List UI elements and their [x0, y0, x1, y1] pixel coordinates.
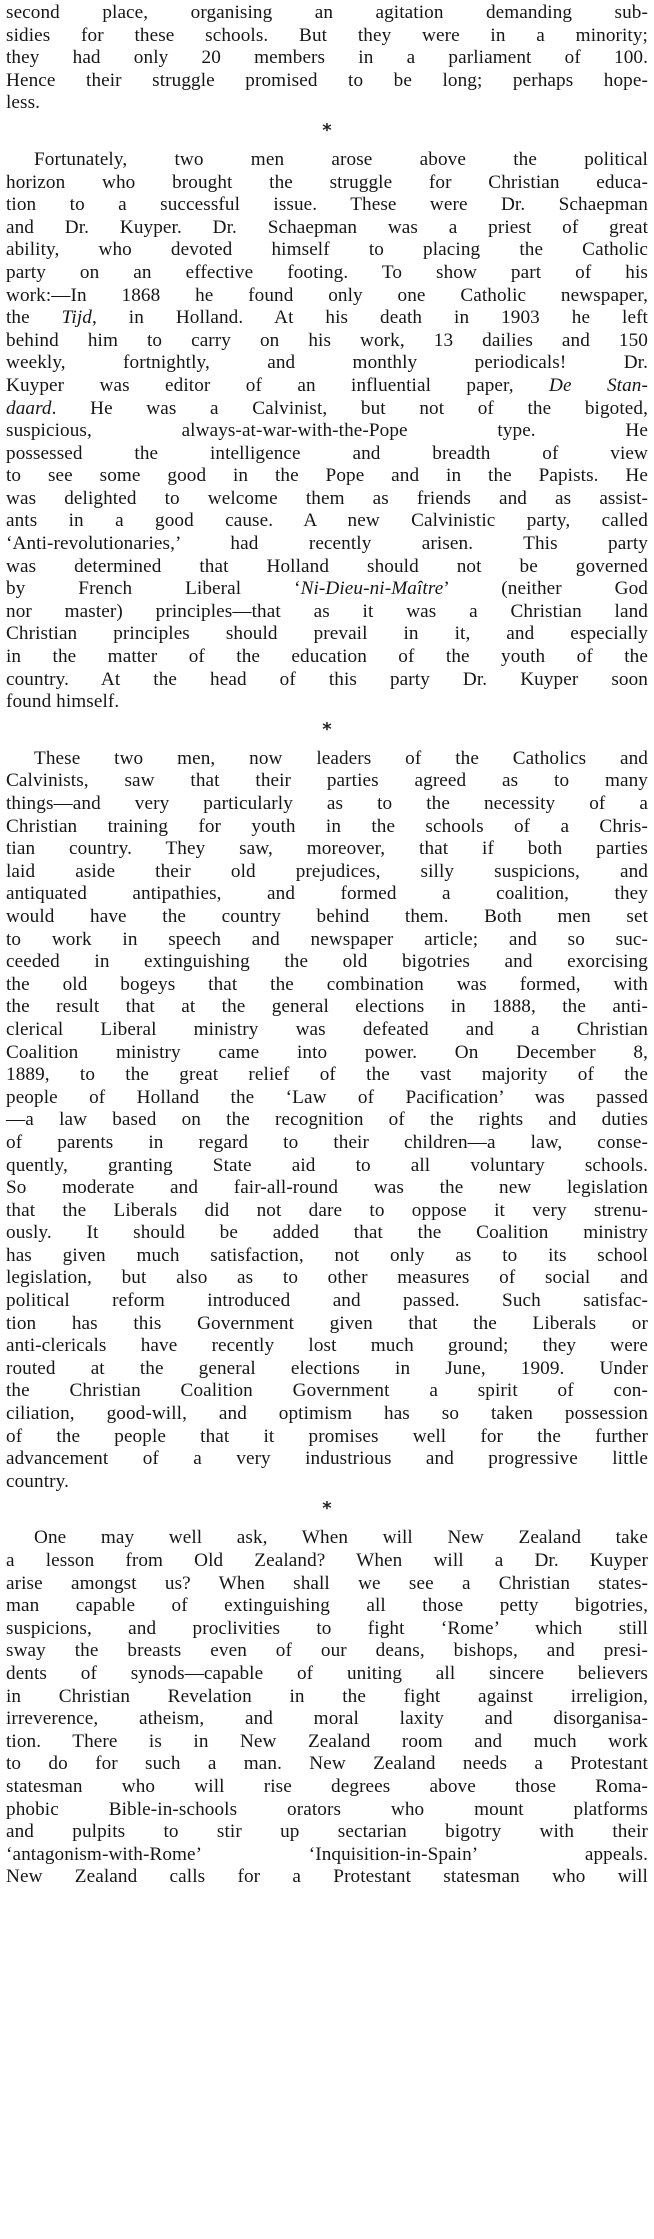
- text-line: by French Liberal ‘Ni-Dieu-ni-Maître’ (neither God: [6, 578, 648, 600]
- text-line: tion has this Government given that the Liberals or: [6, 1312, 648, 1334]
- text-line: dents of synods—capable of uniting all sincere believers: [6, 1662, 648, 1684]
- text-line: 1889, to the great relief of the vast majority of the: [6, 1064, 648, 1086]
- text-line: These two men, now leaders of the Catholics and: [34, 747, 648, 769]
- text-line: —a law based on the recognition of the rights and duties: [6, 1109, 648, 1131]
- text-line: the Tijd, in Holland. At his death in 1903 he left: [6, 307, 648, 329]
- text-line: tion to a successful issue. These were Dr. Schaepman: [6, 194, 648, 216]
- text-line: second place, organising an agitation demanding sub-: [6, 2, 648, 23]
- text-line: ‘antagonism-with-Rome’ ‘Inquisition-in-Spain’ appeals.: [6, 1843, 648, 1865]
- text-line: routed at the general elections in June, 1909. Under: [6, 1357, 648, 1379]
- text-line: they had only 20 members in a parliament of 100.: [6, 47, 648, 69]
- text-line: things—and very particularly as to the necessity of a: [6, 793, 648, 814]
- text-line: to do for such a man. New Zealand needs a Protestant: [6, 1753, 648, 1775]
- text-line: Christian training for youth in the schools of a Chris-: [6, 815, 648, 837]
- text-line: daard. He was a Calvinist, but not of the bigoted,: [6, 397, 648, 419]
- text-line: that the Liberals did not dare to oppose it very strenu-: [6, 1199, 648, 1221]
- text-line: of the people that it promises well for the further: [6, 1425, 648, 1447]
- text-line: the Christian Coalition Government a spirit of con-: [6, 1380, 648, 1402]
- text-line: nor master) principles—that as it was a Christian land: [6, 600, 648, 622]
- text-line: sway the breasts even of our deans, bishops, and presi-: [6, 1640, 648, 1662]
- text-line: work:—In 1868 he found only one Catholic newspaper,: [6, 284, 648, 306]
- text-line: antiquated antipathies, and formed a coalition, they: [6, 883, 648, 905]
- text-line: found himself.: [6, 691, 120, 713]
- text-line: less.: [6, 92, 41, 114]
- text-line: ants in a good cause. A new Calvinistic party, called: [6, 510, 648, 532]
- text-line: has given much satisfaction, not only as to its school: [6, 1244, 648, 1266]
- text-line: phobic Bible-in-schools orators who mount platforms: [6, 1798, 648, 1820]
- text-line: suspicions, and proclivities to fight ‘Rome’ which still: [6, 1617, 648, 1639]
- text-line: ceeded in extinguishing the old bigotries and exorcising: [6, 951, 648, 973]
- text-line: clerical Liberal ministry was defeated and a Christian: [6, 1018, 648, 1040]
- text-line: legislation, but also as to other measures of social and: [6, 1267, 648, 1289]
- text-line: weekly, fortnightly, and monthly periodicals! Dr.: [6, 352, 648, 374]
- text-line: tian country. They saw, moreover, that if both parties: [6, 838, 648, 860]
- paragraph-schaepman-kuyper: [6, 149, 648, 714]
- paragraph-coalition: [6, 748, 648, 1494]
- text-line: in the matter of the education of the youth of the: [6, 646, 648, 668]
- text-line: Hence their struggle promised to be long; perhaps hope-: [6, 69, 648, 91]
- text-line: anti-clericals have recently lost much ground; they were: [6, 1335, 648, 1357]
- intro-paragraph: [6, 2, 648, 115]
- text-line: quently, granting State aid to all voluntary schools.: [6, 1154, 648, 1176]
- text-line: behind him to carry on his work, 13 dailies and 150: [6, 329, 648, 351]
- text-line: the old bogeys that the combination was formed, with: [6, 973, 648, 995]
- text-line: in Christian Revelation in the fight against irreligion,: [6, 1685, 648, 1707]
- text-line: to see some good in the Pope and in the Papists. He: [6, 465, 648, 487]
- text-line: ability, who devoted himself to placing the Catholic: [6, 239, 648, 261]
- text-line: suspicious, always-at-war-with-the-Pope type. He: [6, 420, 648, 442]
- text-line: laid aside their old prejudices, silly suspicions, and: [6, 860, 648, 882]
- text-line: man capable of extinguishing all those petty bigotries,: [6, 1595, 648, 1617]
- text-line: party on an effective footing. To show part of his: [6, 261, 648, 283]
- text-line: One may well ask, When will New Zealand take: [34, 1527, 648, 1549]
- text-line: tion. There is in New Zealand room and much work: [6, 1730, 648, 1752]
- text-line: was determined that Holland should not be governed: [6, 555, 648, 577]
- text-line: country. At the head of this party Dr. Kuyper soon: [6, 668, 648, 690]
- text-line: Coalition ministry came into power. On December 8,: [6, 1041, 648, 1063]
- text-line: the result that at the general elections in 1888, the anti-: [6, 996, 648, 1018]
- paragraph-new-zealand: [6, 1527, 648, 1889]
- text-line: ously. It should be added that the Coalition ministry: [6, 1222, 648, 1244]
- text-line: and pulpits to stir up sectarian bigotry with their: [6, 1821, 648, 1843]
- text-line: would have the country behind them. Both men set: [6, 905, 648, 927]
- text-line: New Zealand calls for a Protestant statesman who will: [6, 1866, 648, 1888]
- section-separator: *: [322, 718, 332, 740]
- text-line: horizon who brought the struggle for Christian educa-: [6, 171, 648, 193]
- section-separator: *: [322, 1498, 332, 1520]
- text-line: ‘Anti-revolutionaries,’ had recently arisen. This party: [6, 533, 648, 555]
- text-line: irreverence, atheism, and moral laxity and disorganisa-: [6, 1708, 648, 1730]
- text-line: political reform introduced and passed. Such satisfac-: [6, 1290, 648, 1312]
- text-line: to work in speech and newspaper article; and so suc-: [6, 928, 648, 950]
- text-line: Fortunately, two men arose above the political: [34, 148, 648, 170]
- text-line: country.: [6, 1470, 69, 1492]
- text-line: Calvinists, saw that their parties agreed as to many: [6, 770, 648, 792]
- text-line: statesman who will rise degrees above those Roma-: [6, 1775, 648, 1797]
- text-line: Kuyper was editor of an influential paper, De Stan-: [6, 374, 648, 396]
- text-line: ciliation, good-will, and optimism has so taken possession: [6, 1403, 648, 1425]
- text-line: advancement of a very industrious and progressive little: [6, 1448, 648, 1470]
- text-line: Christian principles should prevail in it, and especially: [6, 623, 648, 645]
- text-line: So moderate and fair-all-round was the new legislation: [6, 1177, 648, 1199]
- section-separator: *: [322, 119, 332, 141]
- text-line: and Dr. Kuyper. Dr. Schaepman was a priest of great: [6, 216, 648, 238]
- text-line: of parents in regard to their children—a law, conse-: [6, 1131, 648, 1153]
- text-line: possessed the intelligence and breadth of view: [6, 442, 648, 464]
- text-line: a lesson from Old Zealand? When will a Dr. Kuyper: [6, 1550, 648, 1571]
- text-line: sidies for these schools. But they were in a minority;: [6, 24, 648, 46]
- text-line: people of Holland the ‘Law of Pacification’ was passed: [6, 1086, 648, 1108]
- text-line: arise amongst us? When shall we see a Christian states-: [6, 1572, 648, 1594]
- text-line: was delighted to welcome them as friends and as assist-: [6, 487, 648, 509]
